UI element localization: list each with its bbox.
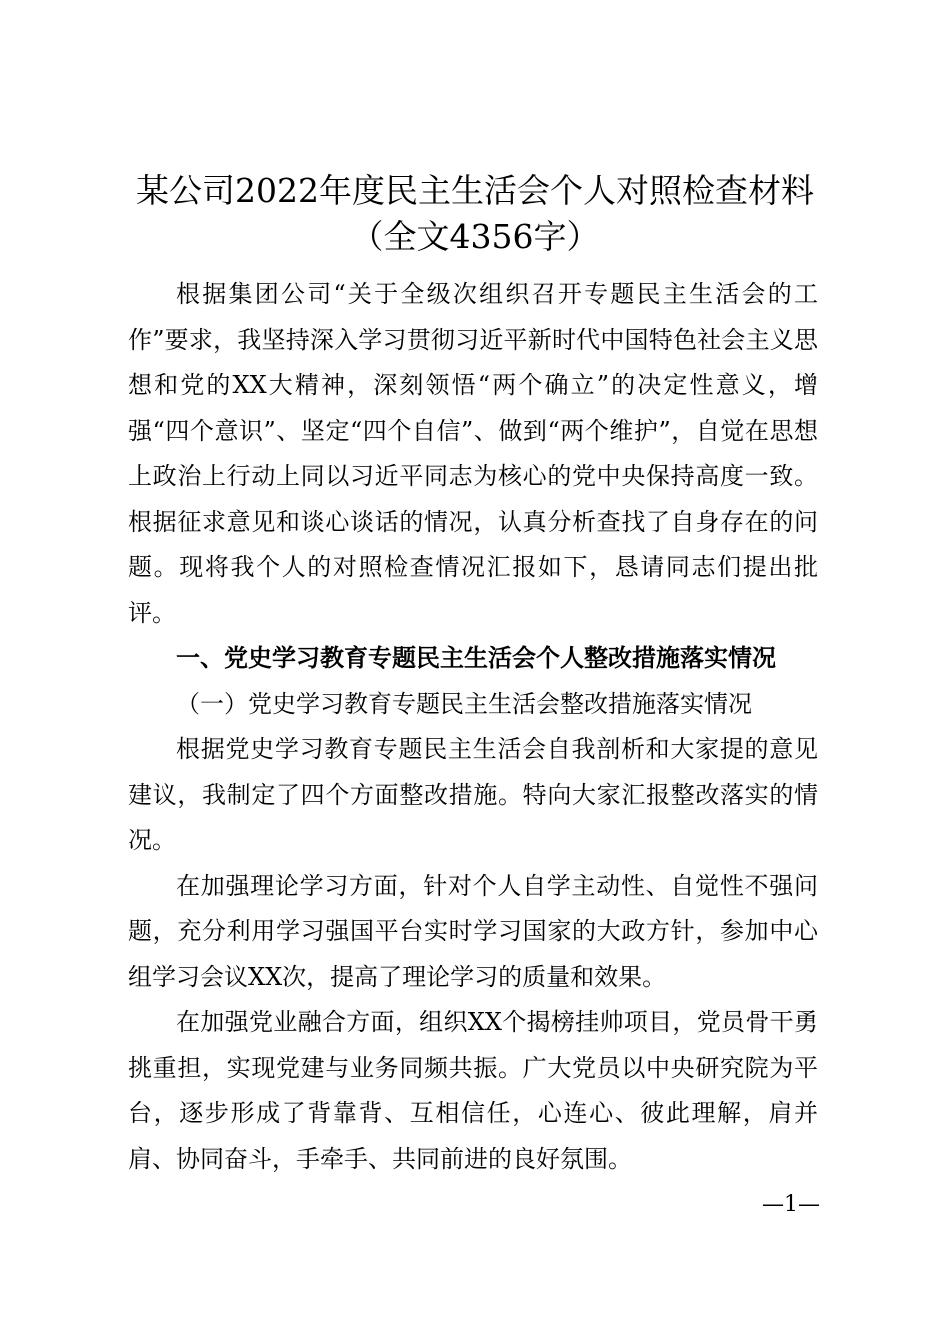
- subsection-heading-1: （一）党史学习教育专题民主生活会整改措施落实情况: [176, 689, 752, 718]
- body-paragraph: 在加强理论学习方面，针对个人自学主动性、自觉性不强问题，充分利用学习强国平台实时学习国家的大政方针，参加中心组学习会议XX次，提高了理论学习的质量和效果。: [128, 871, 818, 991]
- section-heading-1: 一、党史学习教育专题民主生活会个人整改措施落实情况: [176, 644, 776, 672]
- body-paragraph: 根据党史学习教育专题民主生活会自我剖析和大家提的意见建议，我制定了四个方面整改措施。特向大家汇报整改落实的情况。: [128, 735, 818, 854]
- page-number: —1—: [762, 1192, 820, 1217]
- intro-paragraph: 根据集团公司“关于全级次组织召开专题民主生活会的工作”要求，我坚持深入学习贯彻习近平新时代中国特色社会主义思想和党的XX大精神，深刻领悟“两个确立”的决定性意义，增强“四个意识”、坚定“四个自信”、做到“两个维护”，自觉在思想上政治上行动上同以习近平同志为核心的党中央保持高度一致。根据征求意见和谈心谈话的情况，认真分析查找了自身存在的问题。现将我个人的对照检查情况汇报如下，恳请同志们提出批评。: [128, 280, 818, 627]
- document-body: [128, 272, 818, 1182]
- document-title: 某公司2022年度民主生活会个人对照检查材料（全文4356字）: [136, 171, 814, 256]
- body-paragraph: 在加强党业融合方面，组织XX个揭榜挂帅项目，党员骨干勇挑重担，实现党建与业务同频共振。广大党员以中央研究院为平台，逐步形成了背靠背、互相信任，心连心、彼此理解，肩并肩、协同奋斗，手牵手、共同前进的良好氛围。: [128, 1008, 818, 1173]
